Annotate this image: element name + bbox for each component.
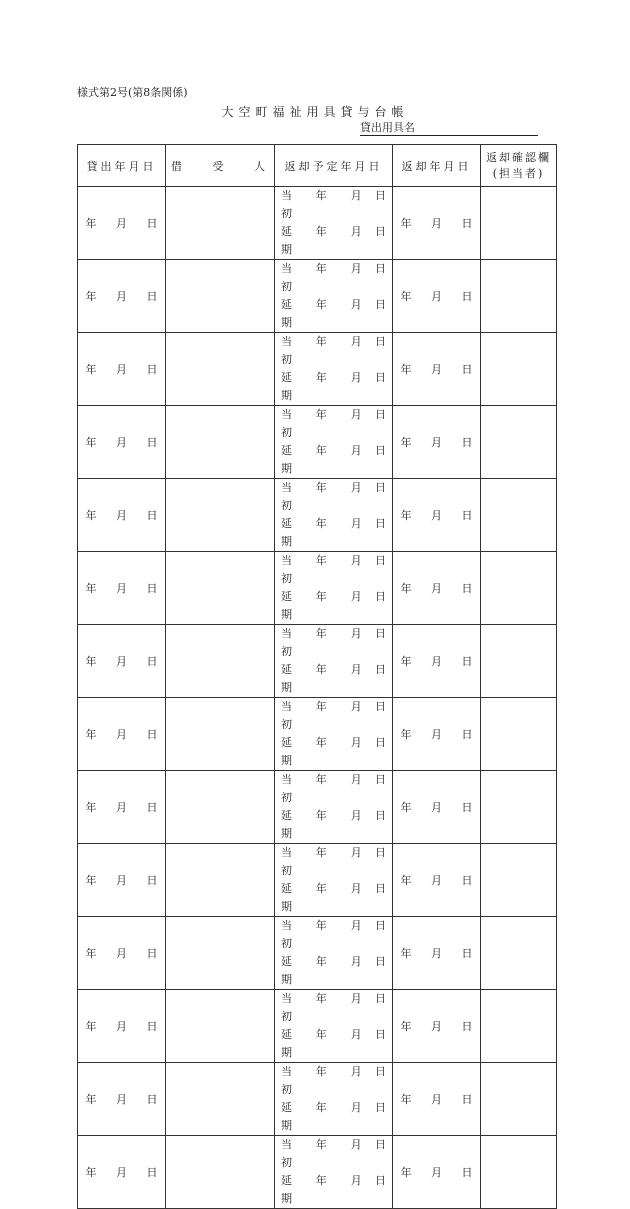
- scheduled-return-cell[interactable]: [275, 406, 393, 479]
- return-date-cell[interactable]: 年 月 日: [393, 1063, 481, 1136]
- scheduled-return-cell[interactable]: [275, 990, 393, 1063]
- day-label: 日: [375, 371, 386, 384]
- month-label: 月: [350, 225, 362, 238]
- day-label: 日: [375, 335, 386, 348]
- extended-date-line: [275, 661, 392, 697]
- loan-date-cell[interactable]: 年 月 日: [78, 917, 166, 990]
- day-label: 日: [375, 517, 386, 530]
- loan-date-cell[interactable]: 年 月 日: [78, 990, 166, 1063]
- initial-date-line: [275, 187, 392, 223]
- year-label: 年: [315, 408, 327, 421]
- return-confirm-cell[interactable]: [481, 479, 557, 552]
- borrower-cell[interactable]: [166, 917, 275, 990]
- day-label: 日: [375, 1065, 386, 1078]
- borrower-cell[interactable]: [166, 1136, 275, 1209]
- table-row: [78, 406, 557, 479]
- year-label: 年: [315, 663, 327, 676]
- borrower-cell[interactable]: [166, 187, 275, 260]
- return-date-cell[interactable]: 年 月 日: [393, 187, 481, 260]
- extended-date-line: [275, 880, 392, 916]
- year-label: 年: [315, 481, 327, 494]
- loan-date-cell[interactable]: 年 月 日: [78, 406, 166, 479]
- month-label: 月: [350, 371, 362, 384]
- ledger-table: [77, 144, 557, 1209]
- loan-date-cell[interactable]: 年 月 日: [78, 260, 166, 333]
- header-return-confirm: [481, 145, 557, 187]
- year-label: 年: [315, 189, 327, 202]
- loan-date-cell[interactable]: 年 月 日: [78, 1136, 166, 1209]
- loan-date-cell[interactable]: 年 月 日: [78, 771, 166, 844]
- scheduled-return-cell[interactable]: [275, 844, 393, 917]
- table-row: [78, 333, 557, 406]
- month-label: 月: [350, 919, 362, 932]
- day-label: 日: [375, 882, 386, 895]
- borrower-cell[interactable]: [166, 552, 275, 625]
- loan-date-cell[interactable]: 年 月 日: [78, 187, 166, 260]
- initial-date-line: [275, 844, 392, 880]
- return-confirm-cell[interactable]: [481, 406, 557, 479]
- header-borrower-char: 受: [212, 159, 227, 173]
- day-label: 日: [375, 262, 386, 275]
- initial-label: 当初: [281, 408, 293, 439]
- month-label: 月: [350, 992, 362, 1005]
- extended-label: 延期: [281, 809, 293, 840]
- ledger-body: [78, 187, 557, 1209]
- return-date-cell[interactable]: 年 月 日: [393, 917, 481, 990]
- year-label: 年: [315, 335, 327, 348]
- extended-date-line: [275, 515, 392, 551]
- year-label: 年: [315, 590, 327, 603]
- header-return-date: 返却年月日: [393, 145, 481, 187]
- return-date-cell[interactable]: 年 月 日: [393, 406, 481, 479]
- day-label: 日: [375, 481, 386, 494]
- month-label: 月: [350, 408, 362, 421]
- day-label: 日: [375, 627, 386, 640]
- return-confirm-cell[interactable]: [481, 698, 557, 771]
- day-label: 日: [375, 189, 386, 202]
- header-confirm-line2: (担当者): [492, 166, 545, 180]
- return-confirm-cell[interactable]: [481, 917, 557, 990]
- day-label: 日: [375, 408, 386, 421]
- day-label: 日: [375, 1028, 386, 1041]
- return-confirm-cell[interactable]: [481, 187, 557, 260]
- initial-label: 当初: [281, 700, 293, 731]
- day-label: 日: [375, 736, 386, 749]
- return-confirm-cell[interactable]: [481, 625, 557, 698]
- extended-date-line: [275, 296, 392, 332]
- extended-label: 延期: [281, 590, 293, 621]
- year-label: 年: [315, 262, 327, 275]
- initial-date-line: [275, 1136, 392, 1172]
- borrower-cell[interactable]: [166, 625, 275, 698]
- extended-date-line: [275, 953, 392, 989]
- month-label: 月: [350, 481, 362, 494]
- year-label: 年: [315, 882, 327, 895]
- year-label: 年: [315, 700, 327, 713]
- year-label: 年: [315, 1174, 327, 1187]
- borrower-cell[interactable]: [166, 406, 275, 479]
- return-confirm-cell[interactable]: [481, 990, 557, 1063]
- day-label: 日: [375, 663, 386, 676]
- extended-label: 延期: [281, 955, 293, 986]
- extended-date-line: [275, 1099, 392, 1135]
- extended-label: 延期: [281, 371, 293, 402]
- header-borrower-char: 借: [171, 159, 185, 173]
- day-label: 日: [375, 444, 386, 457]
- year-label: 年: [315, 554, 327, 567]
- return-confirm-cell[interactable]: [481, 771, 557, 844]
- month-label: 月: [350, 1065, 362, 1078]
- return-date-cell[interactable]: 年 月 日: [393, 625, 481, 698]
- year-label: 年: [315, 1101, 327, 1114]
- year-label: 年: [315, 444, 327, 457]
- day-label: 日: [375, 590, 386, 603]
- loan-date-cell[interactable]: 年 月 日: [78, 552, 166, 625]
- month-label: 月: [350, 444, 362, 457]
- extended-label: 延期: [281, 882, 293, 913]
- table-row: [78, 990, 557, 1063]
- scheduled-return-cell[interactable]: [275, 771, 393, 844]
- scheduled-return-cell[interactable]: [275, 917, 393, 990]
- header-scheduled-return: 返却予定年月日: [275, 145, 393, 187]
- month-label: 月: [350, 882, 362, 895]
- table-row: [78, 552, 557, 625]
- year-label: 年: [315, 517, 327, 530]
- borrower-cell[interactable]: [166, 771, 275, 844]
- month-label: 月: [350, 1101, 362, 1114]
- scheduled-return-cell[interactable]: [275, 260, 393, 333]
- return-date-cell[interactable]: 年 月 日: [393, 698, 481, 771]
- header-row: [78, 145, 557, 187]
- year-label: 年: [315, 809, 327, 822]
- extended-label: 延期: [281, 1174, 293, 1205]
- initial-label: 当初: [281, 1065, 293, 1096]
- extended-date-line: [275, 223, 392, 259]
- day-label: 日: [375, 955, 386, 968]
- year-label: 年: [315, 919, 327, 932]
- initial-label: 当初: [281, 481, 293, 512]
- month-label: 月: [350, 517, 362, 530]
- initial-label: 当初: [281, 262, 293, 293]
- return-confirm-cell[interactable]: [481, 1063, 557, 1136]
- month-label: 月: [350, 627, 362, 640]
- header-confirm-line1: 返却確認欄: [486, 150, 551, 164]
- initial-label: 当初: [281, 189, 293, 220]
- extended-label: 延期: [281, 663, 293, 694]
- year-label: 年: [315, 1138, 327, 1151]
- year-label: 年: [315, 992, 327, 1005]
- scheduled-return-cell[interactable]: [275, 333, 393, 406]
- extended-date-line: [275, 442, 392, 478]
- initial-label: 当初: [281, 554, 293, 585]
- year-label: 年: [315, 627, 327, 640]
- day-label: 日: [375, 992, 386, 1005]
- month-label: 月: [350, 262, 362, 275]
- borrower-cell[interactable]: [166, 333, 275, 406]
- borrower-cell[interactable]: [166, 1063, 275, 1136]
- table-row: [78, 187, 557, 260]
- extended-date-line: [275, 734, 392, 770]
- month-label: 月: [350, 773, 362, 786]
- initial-label: 当初: [281, 919, 293, 950]
- day-label: 日: [375, 225, 386, 238]
- day-label: 日: [375, 700, 386, 713]
- item-name-field[interactable]: [360, 121, 538, 136]
- table-row: [78, 625, 557, 698]
- extended-label: 延期: [281, 736, 293, 767]
- return-confirm-cell[interactable]: [481, 552, 557, 625]
- day-label: 日: [375, 1174, 386, 1187]
- initial-date-line: [275, 625, 392, 661]
- month-label: 月: [350, 846, 362, 859]
- month-label: 月: [350, 189, 362, 202]
- day-label: 日: [375, 298, 386, 311]
- day-label: 日: [375, 809, 386, 822]
- extended-label: 延期: [281, 225, 293, 256]
- scheduled-return-cell[interactable]: [275, 187, 393, 260]
- initial-date-line: [275, 917, 392, 953]
- month-label: 月: [350, 298, 362, 311]
- day-label: 日: [375, 919, 386, 932]
- year-label: 年: [315, 736, 327, 749]
- return-date-cell[interactable]: 年 月 日: [393, 990, 481, 1063]
- extended-date-line: [275, 369, 392, 405]
- initial-date-line: [275, 552, 392, 588]
- extended-label: 延期: [281, 1028, 293, 1059]
- initial-label: 当初: [281, 773, 293, 804]
- scheduled-return-cell[interactable]: [275, 479, 393, 552]
- month-label: 月: [350, 554, 362, 567]
- table-row: [78, 698, 557, 771]
- loan-date-cell[interactable]: 年 月 日: [78, 1063, 166, 1136]
- return-confirm-cell[interactable]: [481, 844, 557, 917]
- extended-label: 延期: [281, 517, 293, 548]
- month-label: 月: [350, 955, 362, 968]
- return-date-cell[interactable]: 年 月 日: [393, 1136, 481, 1209]
- form-number: 様式第2号(第8条関係): [77, 86, 188, 99]
- month-label: 月: [350, 590, 362, 603]
- initial-date-line: [275, 771, 392, 807]
- month-label: 月: [350, 736, 362, 749]
- scheduled-return-cell[interactable]: [275, 552, 393, 625]
- borrower-cell[interactable]: [166, 990, 275, 1063]
- table-row: [78, 1136, 557, 1209]
- return-date-cell[interactable]: 年 月 日: [393, 260, 481, 333]
- header-borrower-char: 人: [254, 159, 268, 173]
- return-date-cell[interactable]: 年 月 日: [393, 771, 481, 844]
- table-row: [78, 479, 557, 552]
- borrower-cell[interactable]: [166, 479, 275, 552]
- initial-date-line: [275, 406, 392, 442]
- header-loan-date: 貸出年月日: [78, 145, 166, 187]
- header-borrower: [166, 145, 275, 187]
- page-title: 大空町福祉用具貸与台帳: [221, 105, 409, 119]
- extended-label: 延期: [281, 1101, 293, 1132]
- return-confirm-cell[interactable]: [481, 1136, 557, 1209]
- initial-label: 当初: [281, 992, 293, 1023]
- borrower-cell[interactable]: [166, 260, 275, 333]
- month-label: 月: [350, 1028, 362, 1041]
- extended-date-line: [275, 807, 392, 843]
- scheduled-return-cell[interactable]: [275, 698, 393, 771]
- table-row: [78, 917, 557, 990]
- year-label: 年: [315, 773, 327, 786]
- return-confirm-cell[interactable]: [481, 260, 557, 333]
- month-label: 月: [350, 700, 362, 713]
- return-date-cell[interactable]: 年 月 日: [393, 552, 481, 625]
- scheduled-return-cell[interactable]: [275, 625, 393, 698]
- initial-date-line: [275, 698, 392, 734]
- table-row: [78, 844, 557, 917]
- borrower-cell[interactable]: [166, 698, 275, 771]
- initial-label: 当初: [281, 335, 293, 366]
- table-row: [78, 1063, 557, 1136]
- extended-date-line: [275, 1172, 392, 1208]
- initial-date-line: [275, 990, 392, 1026]
- initial-date-line: [275, 333, 392, 369]
- loan-date-cell[interactable]: 年 月 日: [78, 844, 166, 917]
- return-date-cell[interactable]: 年 月 日: [393, 844, 481, 917]
- year-label: 年: [315, 225, 327, 238]
- table-row: [78, 260, 557, 333]
- initial-label: 当初: [281, 1138, 293, 1169]
- month-label: 月: [350, 1174, 362, 1187]
- year-label: 年: [315, 298, 327, 311]
- loan-date-cell[interactable]: 年 月 日: [78, 479, 166, 552]
- return-date-cell[interactable]: 年 月 日: [393, 333, 481, 406]
- extended-label: 延期: [281, 444, 293, 475]
- scheduled-return-cell[interactable]: [275, 1136, 393, 1209]
- month-label: 月: [350, 809, 362, 822]
- day-label: 日: [375, 773, 386, 786]
- initial-date-line: [275, 479, 392, 515]
- year-label: 年: [315, 1028, 327, 1041]
- month-label: 月: [350, 663, 362, 676]
- extended-date-line: [275, 588, 392, 624]
- day-label: 日: [375, 1101, 386, 1114]
- day-label: 日: [375, 846, 386, 859]
- month-label: 月: [350, 335, 362, 348]
- scheduled-return-cell[interactable]: [275, 1063, 393, 1136]
- initial-label: 当初: [281, 627, 293, 658]
- year-label: 年: [315, 955, 327, 968]
- extended-date-line: [275, 1026, 392, 1062]
- year-label: 年: [315, 371, 327, 384]
- year-label: 年: [315, 1065, 327, 1078]
- table-row: [78, 771, 557, 844]
- initial-label: 当初: [281, 846, 293, 877]
- extended-label: 延期: [281, 298, 293, 329]
- loan-date-cell[interactable]: 年 月 日: [78, 333, 166, 406]
- return-confirm-cell[interactable]: [481, 333, 557, 406]
- initial-date-line: [275, 260, 392, 296]
- borrower-cell[interactable]: [166, 844, 275, 917]
- return-date-cell[interactable]: 年 月 日: [393, 479, 481, 552]
- loan-date-cell[interactable]: 年 月 日: [78, 625, 166, 698]
- item-name-label: 貸出用具名: [360, 121, 415, 134]
- year-label: 年: [315, 846, 327, 859]
- day-label: 日: [375, 1138, 386, 1151]
- month-label: 月: [350, 1138, 362, 1151]
- initial-date-line: [275, 1063, 392, 1099]
- loan-date-cell[interactable]: 年 月 日: [78, 698, 166, 771]
- day-label: 日: [375, 554, 386, 567]
